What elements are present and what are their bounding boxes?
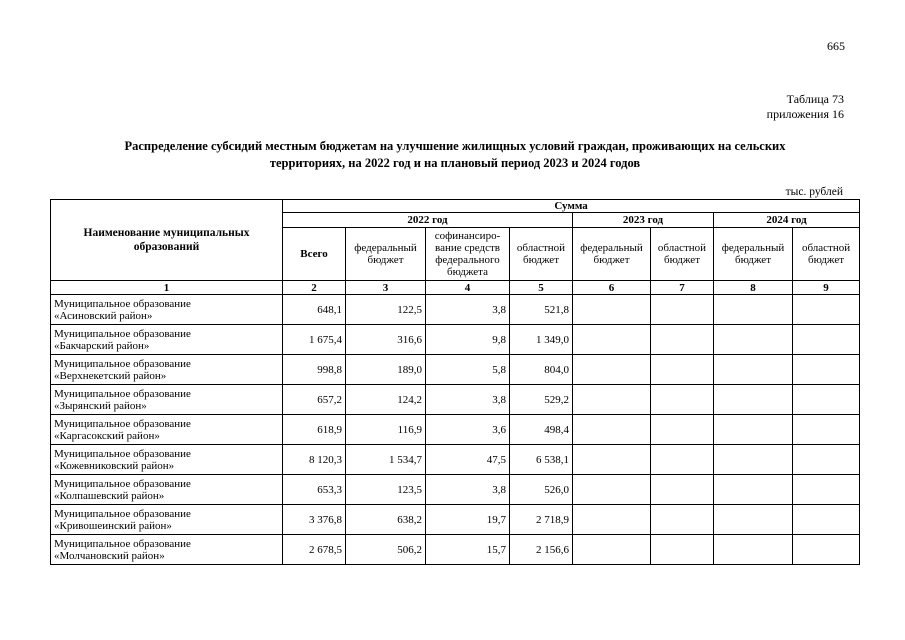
municipality-name-line: «Каргасокский район» (54, 429, 160, 442)
cell-federal-2023 (573, 505, 651, 535)
cell-regional-2024 (793, 325, 860, 355)
cell-federal-2024 (714, 355, 793, 385)
table-row (51, 445, 860, 475)
cell-regional-2022: 526,0 (510, 475, 573, 505)
municipality-name-line: «Молчановский район» (54, 549, 165, 562)
header-year-2024: 2024 год (714, 213, 860, 228)
table-row (51, 355, 860, 385)
municipality-name-line: «Кожевниковский район» (54, 459, 175, 472)
cell-federal-2023 (573, 325, 651, 355)
cell-cofinancing-2022: 3,6 (426, 415, 510, 445)
cell-regional-2024 (793, 385, 860, 415)
cell-regional-2022: 6 538,1 (510, 445, 573, 475)
cell-regional-2023 (651, 385, 714, 415)
cell-federal-2022: 1 534,7 (346, 445, 426, 475)
col-number: 2 (283, 281, 346, 295)
cell-regional-2022: 498,4 (510, 415, 573, 445)
cell-federal-2022: 124,2 (346, 385, 426, 415)
header-sum: Сумма (283, 200, 860, 213)
cell-cofinancing-2022: 47,5 (426, 445, 510, 475)
table-reference-line1: Таблица 73 (786, 92, 844, 106)
municipality-name-line: Муниципальное образование (54, 537, 191, 550)
cell-cofinancing-2022: 3,8 (426, 385, 510, 415)
municipality-name-line: «Колпашевский район» (54, 489, 165, 502)
cell-cofinancing-2022: 3,8 (426, 475, 510, 505)
cell-federal-2024 (714, 505, 793, 535)
cell-federal-2024 (714, 325, 793, 355)
col-number: 3 (346, 281, 426, 295)
cell-regional-2024 (793, 505, 860, 535)
cell-regional-2022: 1 349,0 (510, 325, 573, 355)
municipality-name (51, 325, 283, 355)
municipality-name (51, 385, 283, 415)
municipality-name (51, 295, 283, 325)
cell-federal-2022: 316,6 (346, 325, 426, 355)
units-label: тыс. рублей (785, 186, 843, 198)
cell-total: 1 675,4 (283, 325, 346, 355)
cell-federal-2024 (714, 475, 793, 505)
subsidy-table (50, 199, 860, 565)
cell-federal-2024 (714, 445, 793, 475)
cell-regional-2022: 2 156,6 (510, 535, 573, 565)
cell-federal-2023 (573, 355, 651, 385)
cell-total: 2 678,5 (283, 535, 346, 565)
municipality-name-line: Муниципальное образование (54, 507, 191, 520)
cell-regional-2024 (793, 355, 860, 385)
header-year-2023: 2023 год (573, 213, 714, 228)
col-number: 9 (793, 281, 860, 295)
cell-regional-2022: 2 718,9 (510, 505, 573, 535)
cell-total: 3 376,8 (283, 505, 346, 535)
cell-federal-2023 (573, 445, 651, 475)
table-row (51, 535, 860, 565)
cell-regional-2024 (793, 415, 860, 445)
cell-federal-2022: 123,5 (346, 475, 426, 505)
cell-total: 618,9 (283, 415, 346, 445)
table-row (51, 385, 860, 415)
municipality-name-line: «Верхнекетский район» (54, 369, 167, 382)
cell-federal-2023 (573, 475, 651, 505)
cell-cofinancing-2022: 15,7 (426, 535, 510, 565)
cell-federal-2022: 122,5 (346, 295, 426, 325)
col-number: 4 (426, 281, 510, 295)
cell-regional-2023 (651, 475, 714, 505)
municipality-name-line: Муниципальное образование (54, 297, 191, 310)
col-number: 1 (51, 281, 283, 295)
cell-federal-2024 (714, 535, 793, 565)
cell-federal-2024 (714, 385, 793, 415)
page-number: 665 (827, 39, 845, 53)
col-number: 5 (510, 281, 573, 295)
municipality-name-line: «Зырянский район» (54, 399, 147, 412)
cell-total: 648,1 (283, 295, 346, 325)
col-number: 6 (573, 281, 651, 295)
cell-federal-2022: 116,9 (346, 415, 426, 445)
municipality-name-line: «Кривошеинский район» (54, 519, 172, 532)
table-row (51, 295, 860, 325)
header-col-federal-2023: федеральный бюджет (573, 228, 651, 281)
header-col-regional-2024: областной бюджет (793, 228, 860, 281)
table-row (51, 475, 860, 505)
cell-regional-2023 (651, 295, 714, 325)
header-col-regional-2023: областной бюджет (651, 228, 714, 281)
header-col-cofinancing-2022: софинансиро-вание средств федерального бюджета (426, 228, 510, 281)
cell-federal-2024 (714, 415, 793, 445)
cell-total: 8 120,3 (283, 445, 346, 475)
header-col-regional-2022: областной бюджет (510, 228, 573, 281)
cell-cofinancing-2022: 9,8 (426, 325, 510, 355)
municipality-name-line: Муниципальное образование (54, 447, 191, 460)
header-col-federal-2022: федеральный бюджет (346, 228, 426, 281)
header-col-total: Всего (283, 228, 346, 281)
cell-cofinancing-2022: 19,7 (426, 505, 510, 535)
municipality-name (51, 505, 283, 535)
header-year-2022: 2022 год (283, 213, 573, 228)
cell-cofinancing-2022: 3,8 (426, 295, 510, 325)
cell-total: 653,3 (283, 475, 346, 505)
cell-regional-2023 (651, 415, 714, 445)
municipality-name-line: Муниципальное образование (54, 327, 191, 340)
municipality-name (51, 445, 283, 475)
cell-regional-2024 (793, 475, 860, 505)
document-title-line1: Распределение субсидий местным бюджетам на улучшение жилищных условий граждан, проживающих на сельских (124, 139, 786, 153)
cell-federal-2022: 506,2 (346, 535, 426, 565)
cell-federal-2023 (573, 295, 651, 325)
cell-regional-2022: 804,0 (510, 355, 573, 385)
cell-federal-2022: 638,2 (346, 505, 426, 535)
table-reference-line2: приложения 16 (766, 107, 844, 121)
cell-federal-2023 (573, 535, 651, 565)
cell-total: 657,2 (283, 385, 346, 415)
municipality-name-line: «Асиновский район» (54, 309, 153, 322)
cell-cofinancing-2022: 5,8 (426, 355, 510, 385)
cell-regional-2023 (651, 325, 714, 355)
cell-regional-2024 (793, 295, 860, 325)
municipality-name-line: «Бакчарский район» (54, 339, 150, 352)
cell-regional-2024 (793, 535, 860, 565)
cell-total: 998,8 (283, 355, 346, 385)
table-row (51, 505, 860, 535)
col-number: 7 (651, 281, 714, 295)
municipality-name-line: Муниципальное образование (54, 357, 191, 370)
col-number: 8 (714, 281, 793, 295)
header-municipality: Наименование муниципальных образований (51, 200, 283, 281)
cell-regional-2023 (651, 505, 714, 535)
municipality-name (51, 355, 283, 385)
table-reference (767, 92, 844, 122)
cell-regional-2022: 521,8 (510, 295, 573, 325)
cell-federal-2024 (714, 295, 793, 325)
cell-regional-2022: 529,2 (510, 385, 573, 415)
document-title-line2: территориях, на 2022 год и на плановый период 2023 и 2024 годов (269, 156, 641, 170)
municipality-name-line: Муниципальное образование (54, 417, 191, 430)
municipality-name (51, 535, 283, 565)
municipality-name (51, 475, 283, 505)
cell-regional-2024 (793, 445, 860, 475)
header-col-federal-2024: федеральный бюджет (714, 228, 793, 281)
table-row (51, 325, 860, 355)
cell-regional-2023 (651, 445, 714, 475)
cell-federal-2023 (573, 415, 651, 445)
cell-federal-2023 (573, 385, 651, 415)
cell-regional-2023 (651, 355, 714, 385)
cell-federal-2022: 189,0 (346, 355, 426, 385)
cell-regional-2023 (651, 535, 714, 565)
municipality-name-line: Муниципальное образование (54, 477, 191, 490)
document-title (60, 138, 850, 172)
municipality-name (51, 415, 283, 445)
table-row (51, 415, 860, 445)
municipality-name-line: Муниципальное образование (54, 387, 191, 400)
